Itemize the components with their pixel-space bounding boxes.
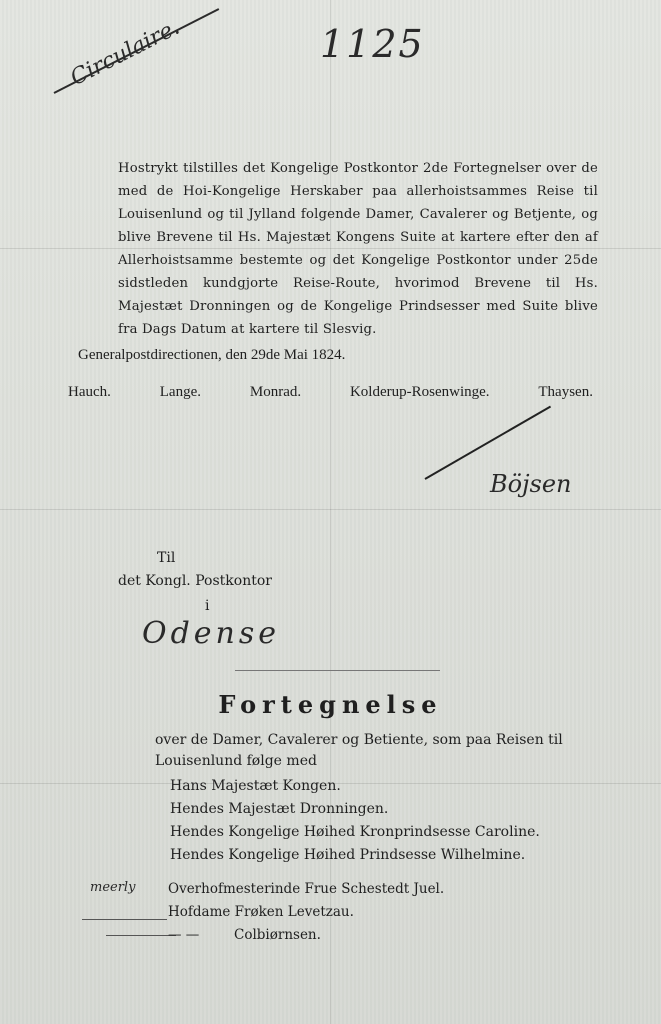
staff-entry: Overhofmesterinde Frue Schestedt Juel. <box>168 881 445 897</box>
margin-note: meerly <box>90 880 136 895</box>
royal-entry: Hans Majestæt Kongen. <box>170 778 341 794</box>
royal-list <box>170 775 540 867</box>
royal-entry: Hendes Kongelige Høihed Prindsesse Wilhelmine. <box>170 847 526 863</box>
fold-crease <box>330 0 331 1024</box>
address-recipient: det Kongl. Postkontor <box>118 573 272 589</box>
signatories <box>68 384 593 401</box>
signatory-name: Lange. <box>159 384 201 400</box>
list-title: Fortegnelse <box>218 690 443 719</box>
signatory-name: Hauch. <box>68 384 111 400</box>
address-i: i <box>205 598 210 614</box>
address-destination: Odense <box>142 616 281 651</box>
staff-name: Colbiørnsen. <box>234 927 321 943</box>
circulaire-underline <box>54 8 220 94</box>
royal-entry: Hendes Kongelige Høihed Kronprindsesse Caroline. <box>170 824 540 840</box>
margin-rule <box>106 935 176 936</box>
signatory-name: Kolderup-Rosenwinge. <box>349 384 490 400</box>
document-number: 1125 <box>320 22 425 66</box>
staff-entry: Hofdame Frøken Levetzau. <box>168 904 354 920</box>
destination-rule <box>235 670 440 671</box>
staff-list <box>168 878 444 947</box>
signatory-name: Monrad. <box>249 384 302 400</box>
margin-rule <box>82 919 167 920</box>
staff-entry <box>168 924 444 947</box>
handwritten-signature: Böjsen <box>490 470 572 498</box>
signatory-name: Thaysen. <box>538 384 593 400</box>
address-til: Til <box>157 550 176 566</box>
ditto-dashes: — — <box>168 927 200 943</box>
royal-entry: Hendes Majestæt Dronningen. <box>170 801 389 817</box>
list-subtitle: over de Damer, Cavalerer og Betiente, som paa Reisen til Louisenlund følge med <box>155 732 563 769</box>
date-line: Generalpostdirectionen, den 29de Mai 1824. <box>78 347 346 363</box>
circulaire-note: Circulaire. <box>66 14 184 92</box>
signature-stroke <box>425 406 552 480</box>
circular-paragraph: Hostrykt tilstilles det Kongelige Postkontor 2de Fortegnelser over de med de Hoi-Kongelige Herskaber paa allerhoistsammes Reise til Louisenlund og til Jylland folgende Damer, Cavalerer og Betjente, og blive Brevene til Hs. Majestæt Kongens Suite at kartere efter den af Allerhoistsamme bestemte og det Kongelige Postkontor under 25de sidstleden kundgjorte Reise-Route, hvorimod Brevene til Hs. Majestæt Dronningen og de Kongelige Prindsesser med Suite blive fra Dags Datum at kartere til Slesvig. <box>118 161 598 337</box>
